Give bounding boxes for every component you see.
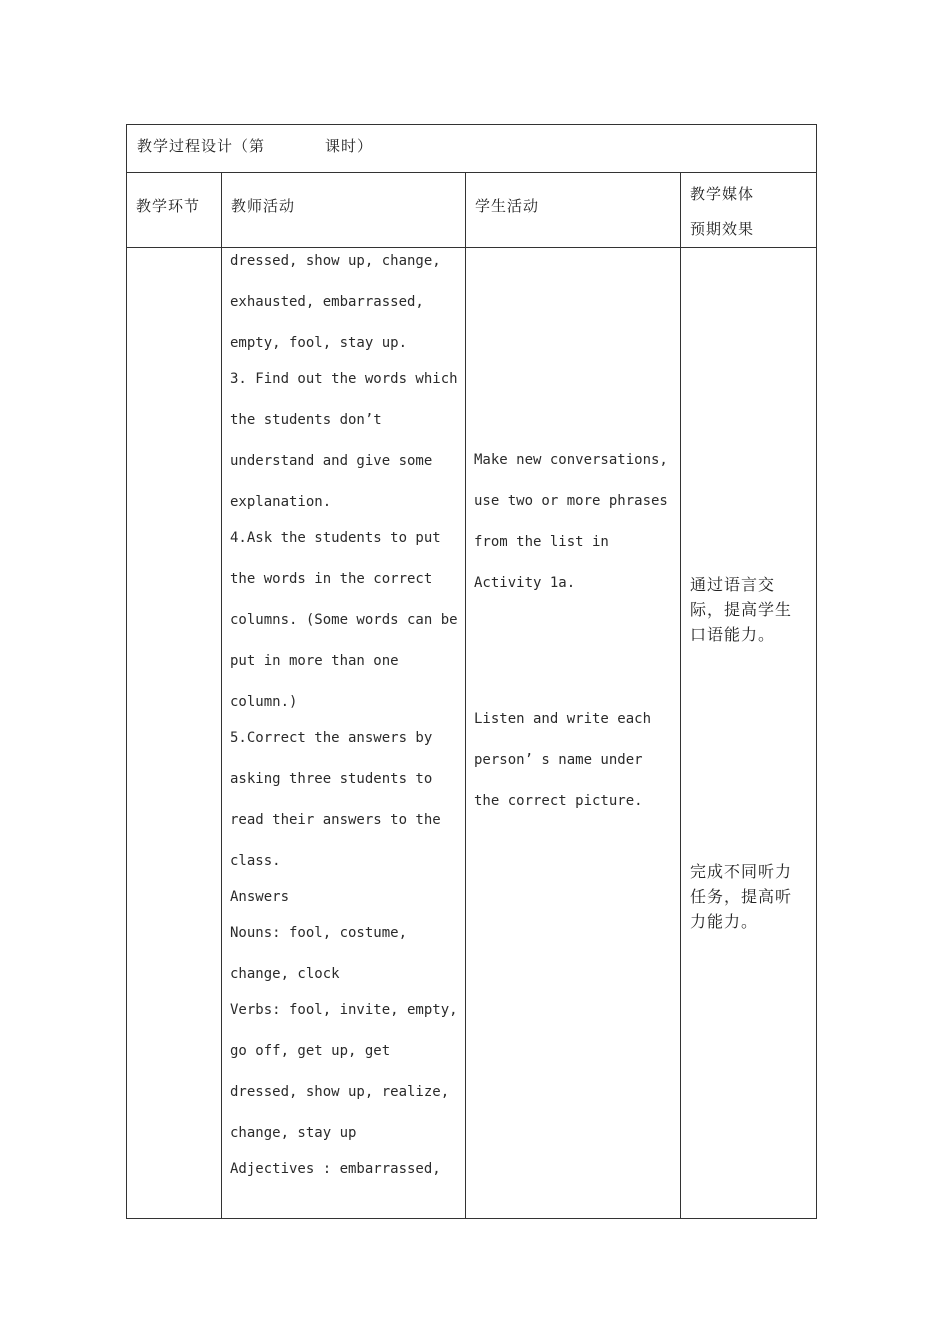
header-stage-cell [127,173,222,248]
effect-block-listening [690,859,816,934]
title-suffix: 课时） [325,137,374,155]
teacher-activity-cell [222,248,466,1219]
teacher-line: put in more than one [230,653,399,669]
teacher-line: understand and give some [230,453,433,469]
teacher-line: change, stay up [230,1125,357,1141]
teacher-line: Nouns: fool, costume, [230,925,408,941]
header-media-line2: 预期效果 [690,220,755,238]
student-line: from the list in [474,534,609,550]
teacher-line: class. [230,853,281,869]
teacher-line: read their answers to the [230,812,441,828]
teacher-line: 5.Correct the answers by [230,730,433,746]
teacher-line: column.) [230,694,298,710]
teacher-line: Adjectives : embarrassed, [230,1161,441,1177]
student-line: use two or more phrases [474,493,668,509]
effect-line: 际，提高学生 [690,600,793,619]
title-prefix: 教学过程设计（第 [137,137,266,155]
lesson-plan-table [126,124,817,1219]
student-line: person’ s name under [474,752,643,768]
student-activity-text [466,248,680,832]
student-line: the correct picture. [474,793,643,809]
teacher-line: Verbs: fool, invite, empty, [230,1002,458,1018]
teacher-activity-text [222,248,465,1200]
lesson-plan-sheet [126,124,816,1219]
teacher-line: exhausted, embarrassed, [230,294,424,310]
effect-line: 通过语言交 [690,575,776,594]
header-media [681,173,816,247]
header-media-line1: 教学媒体 [690,185,755,203]
header-student-cell [466,173,681,248]
student-activity-cell [466,248,681,1219]
media-effect-text [681,248,816,934]
student-line: Activity 1a. [474,575,576,591]
teacher-line: the words in the correct [230,571,433,587]
teacher-line: asking three students to [230,771,433,787]
effect-block-speaking [690,572,816,647]
effect-line: 任务，提高听 [690,887,793,906]
teacher-line: the students don’t [230,412,382,428]
teacher-line: go off, get up, get [230,1043,391,1059]
header-teacher-cell [222,173,466,248]
stage-cell [127,248,222,1219]
header-media-cell [681,173,817,248]
header-stage: 教学环节 [136,197,201,215]
header-student: 学生活动 [475,197,540,215]
header-teacher: 教师活动 [231,197,296,215]
table-title [127,125,816,156]
teacher-line: 3. Find out the words which [230,371,458,387]
effect-line: 力能力。 [690,912,759,931]
student-line: Listen and write each [474,711,652,727]
media-effect-cell [681,248,817,1219]
effect-line: 完成不同听力 [690,862,793,881]
teacher-line: columns. (Some words can be [230,612,458,628]
teacher-line: change, clock [230,966,340,982]
teacher-line: 4.Ask the students to put [230,530,441,546]
teacher-line: Answers [230,889,290,905]
effect-line: 口语能力。 [690,625,776,644]
student-line: Make new conversations, [474,452,668,468]
table-title-cell [127,125,817,173]
teacher-line: explanation. [230,494,332,510]
teacher-line: empty, fool, stay up. [230,335,408,351]
teacher-line: dressed, show up, change, [230,253,441,269]
teacher-line: dressed, show up, realize, [230,1084,450,1100]
